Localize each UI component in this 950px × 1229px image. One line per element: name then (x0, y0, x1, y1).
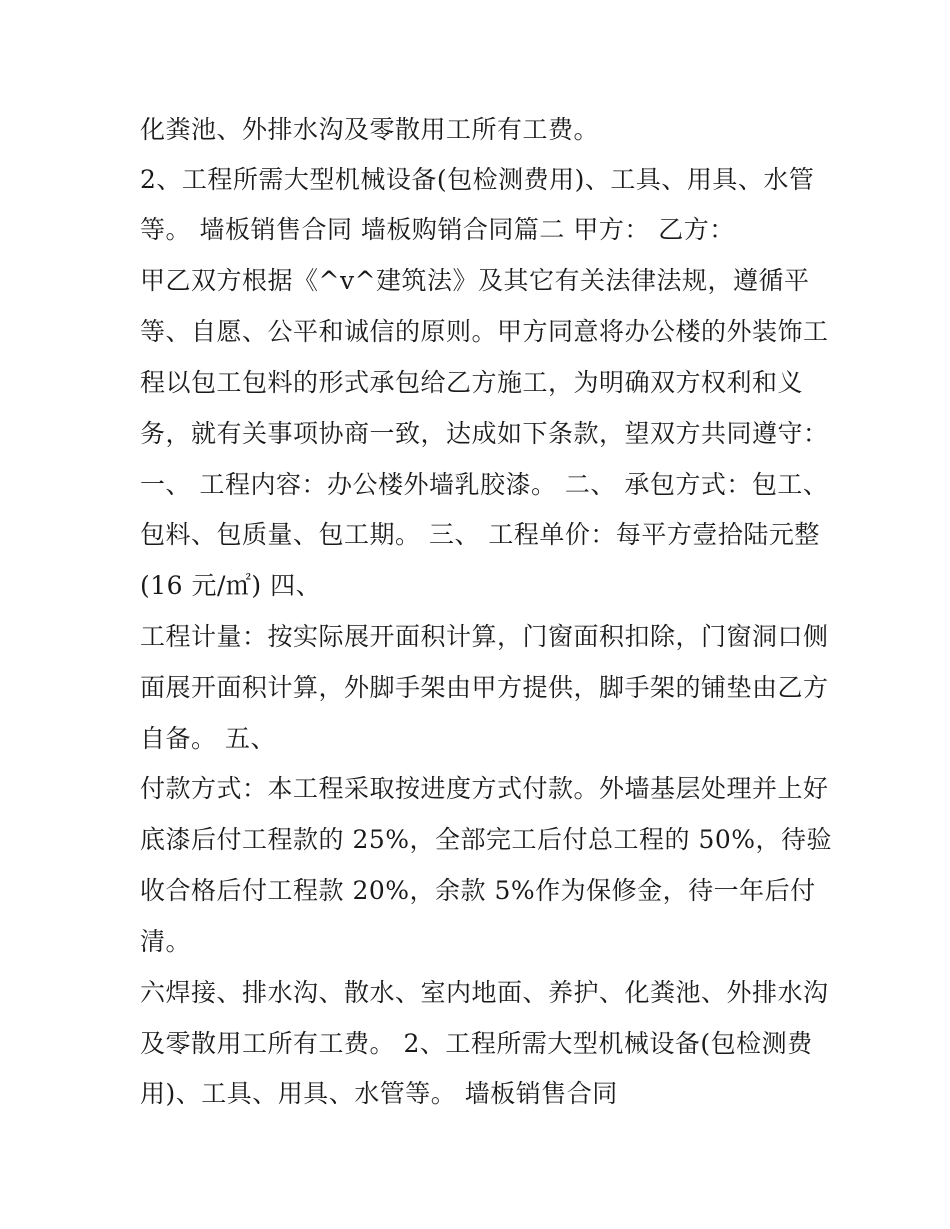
text-line: 甲乙双方根据《^v^建筑法》及其它有关法律法规，遵循平 (140, 266, 810, 295)
text-line: 等、自愿、公平和诚信的原则。甲方同意将办公楼的外装饰工 (140, 317, 829, 346)
text-line: 自备。 五、 (140, 724, 276, 753)
text-line: 务，就有关事项协商一致，达成如下条款，望双方共同遵守： (140, 419, 829, 448)
text-line: 及零散用工所有工费。 2、工程所需大型机械设备(包检测费 (140, 1029, 813, 1058)
text-line: 2、工程所需大型机械设备(包检测费用)、工具、用具、水管 (140, 165, 815, 194)
text-line: 一、 工程内容：办公楼外墙乳胶漆。 二、 承包方式：包工、 (140, 470, 829, 499)
text-line: 程以包工包料的形式承包给乙方施工，为明确双方权利和义 (140, 368, 804, 397)
text-line: 付款方式：本工程采取按进度方式付款。外墙基层处理并上好 (140, 774, 829, 803)
text-line: 收合格后付工程款 20%，余款 5%作为保修金，待一年后付 (140, 876, 816, 905)
text-line: (16 元/㎡) 四、 (140, 571, 322, 600)
text-line: 化粪池、外排水沟及零散用工所有工费。 (140, 115, 600, 144)
text-line: 工程计量：按实际展开面积计算，门窗面积扣除，门窗洞口侧 (140, 622, 829, 651)
text-line: 包料、包质量、包工期。 三、 工程单价：每平方壹拾陆元整 (140, 520, 820, 549)
text-line: 六焊接、排水沟、散水、室内地面、养护、化粪池、外排水沟 (140, 978, 829, 1007)
text-line: 底漆后付工程款的 25%，全部完工后付总工程的 50%，待验 (140, 825, 833, 854)
text-line: 等。 墙板销售合同 墙板购销合同篇二 甲方： 乙方： (140, 215, 735, 244)
text-line: 用)、工具、用具、水管等。 墙板销售合同 (140, 1079, 618, 1108)
text-line: 清。 (140, 927, 192, 956)
text-line: 面展开面积计算，外脚手架由甲方提供，脚手架的铺垫由乙方 (140, 673, 829, 702)
